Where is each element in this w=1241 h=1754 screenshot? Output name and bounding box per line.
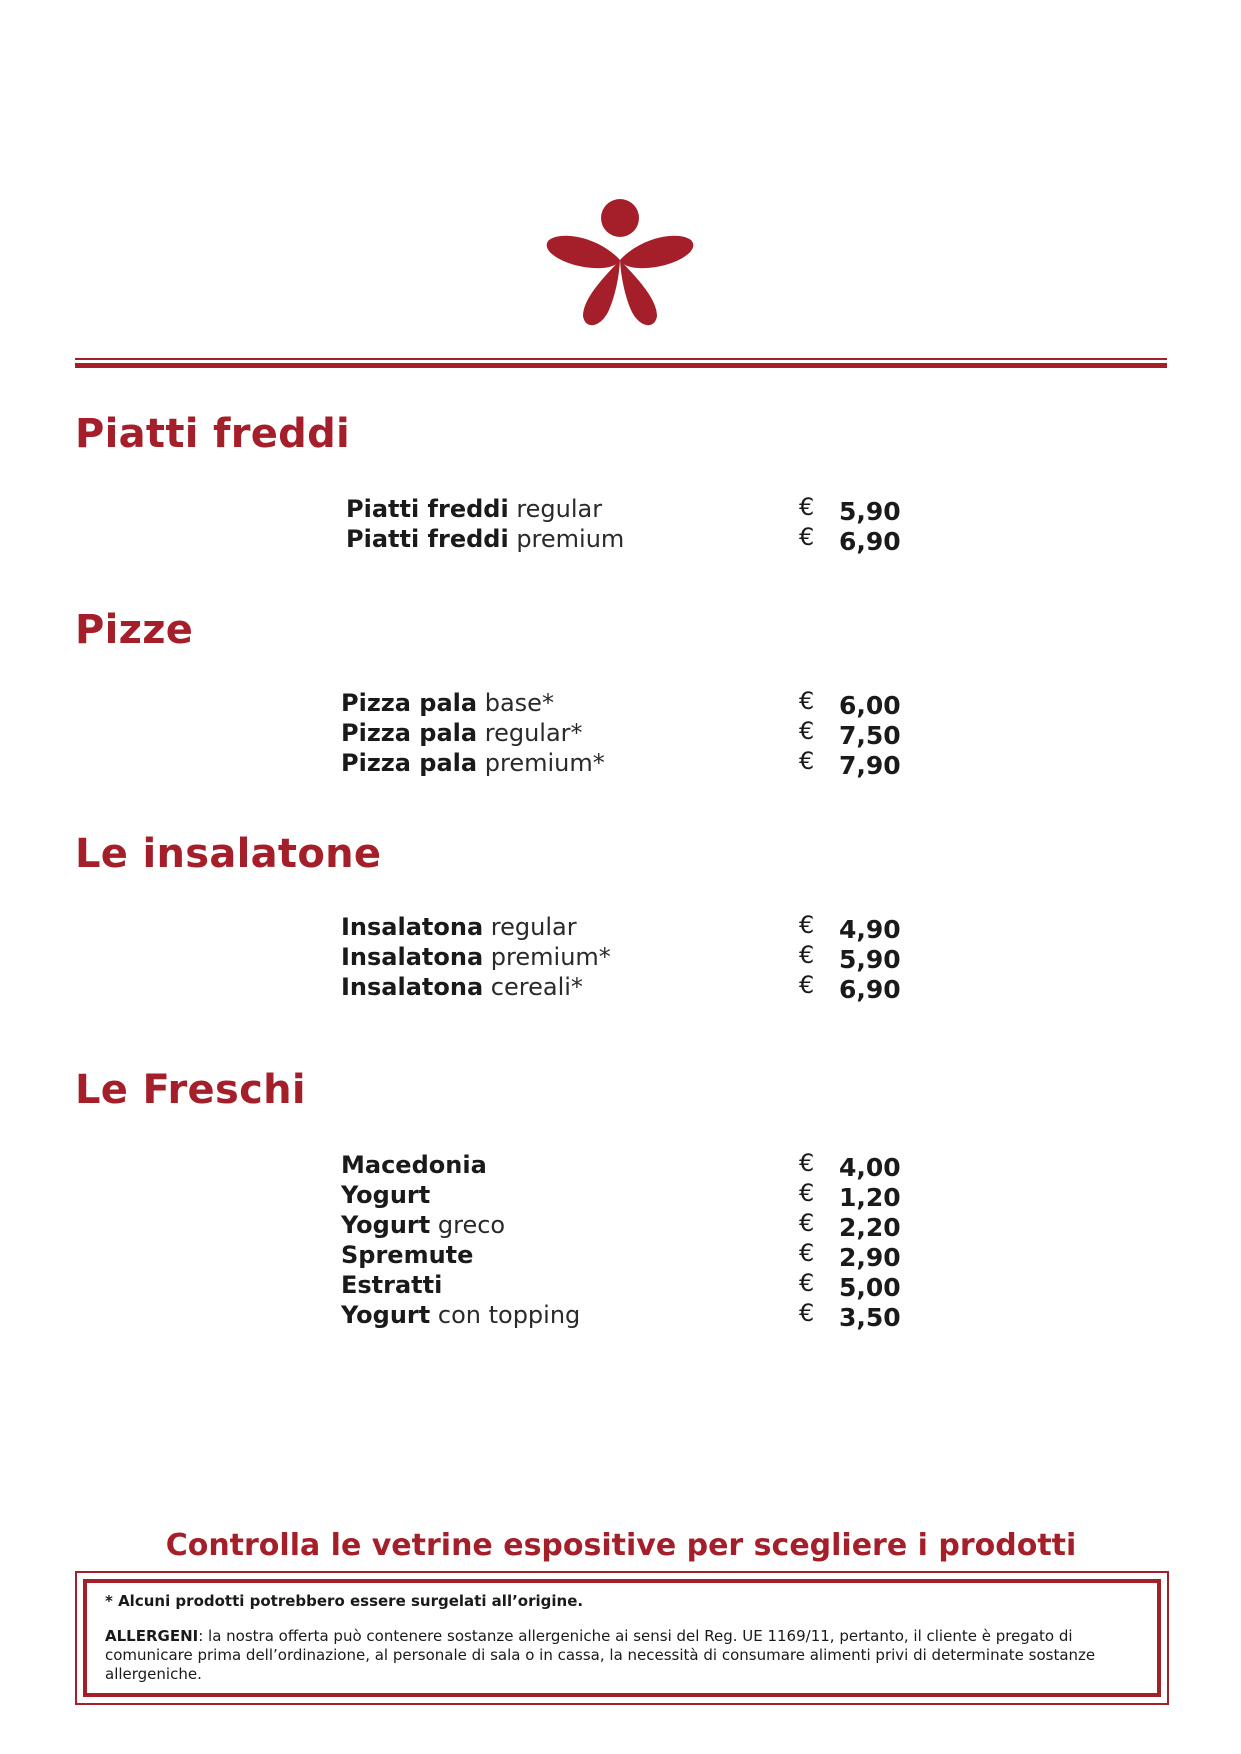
currency-symbol: € (799, 1209, 815, 1237)
header-divider-thick (75, 363, 1167, 368)
allergen-box-inner (83, 1579, 1161, 1697)
menu-item (341, 1270, 901, 1300)
item-price: 7,50 (839, 721, 901, 750)
item-name-bold: Macedonia (341, 1151, 487, 1179)
item-price: 1,20 (839, 1183, 901, 1212)
item-price: 5,00 (839, 1273, 901, 1302)
item-name-variant: con topping (430, 1301, 581, 1329)
currency-symbol: € (799, 1149, 815, 1177)
item-name-bold: Pizza pala (341, 689, 478, 717)
currency-symbol: € (799, 911, 815, 939)
menu-item (341, 912, 901, 942)
item-name-variant: base* (477, 689, 554, 717)
allergen-label: ALLERGENI (105, 1627, 199, 1645)
menu-item (341, 1210, 901, 1240)
header-divider-thin (75, 358, 1167, 360)
item-name-bold: Pizza pala (341, 749, 478, 777)
item-price: 5,90 (839, 945, 901, 974)
item-name-bold: Piatti freddi (346, 495, 509, 523)
allergen-text: : la nostra offerta può contenere sostanze allergeniche ai sensi del Reg. UE 1169/11, pertanto, il cliente è pregato di comunicare prima dell’ordinazione, al personale di sala o in cassa, la necessità di consumare alimenti privi di determinate sostanze allergeniche. (105, 1627, 1096, 1683)
item-price: 4,00 (839, 1153, 901, 1182)
currency-symbol: € (799, 747, 815, 775)
section-title-le-freschi: Le Freschi (75, 1067, 306, 1113)
menu-item (341, 1300, 901, 1330)
item-name-bold: Estratti (341, 1271, 443, 1299)
section-title-pizze: Pizze (75, 607, 194, 653)
item-name-bold: Yogurt (341, 1181, 431, 1209)
currency-symbol: € (799, 493, 815, 521)
flower-person-icon (545, 198, 695, 330)
item-name-bold: Insalatona (341, 913, 484, 941)
item-name-bold: Insalatona (341, 973, 484, 1001)
menu-item (341, 1150, 901, 1180)
item-price: 7,90 (839, 751, 901, 780)
item-name-variant: regular* (477, 719, 583, 747)
item-name-variant: premium (508, 525, 625, 553)
item-price: 6,90 (839, 975, 901, 1004)
menu-item (341, 972, 901, 1002)
item-price: 4,90 (839, 915, 901, 944)
item-name-variant: greco (430, 1211, 506, 1239)
menu-item (346, 494, 906, 524)
item-price: 5,90 (839, 497, 901, 526)
menu-item (341, 718, 901, 748)
item-name-bold: Spremute (341, 1241, 474, 1269)
currency-symbol: € (799, 1239, 815, 1267)
item-name-variant: premium* (483, 943, 611, 971)
currency-symbol: € (799, 523, 815, 551)
menu-item (341, 1180, 901, 1210)
allergen-box (75, 1571, 1169, 1705)
currency-symbol: € (799, 1179, 815, 1207)
item-name-variant: regular (508, 495, 603, 523)
item-name-bold: Pizza pala (341, 719, 478, 747)
item-name-bold: Insalatona (341, 943, 484, 971)
menu-item (341, 688, 901, 718)
frozen-footnote: * Alcuni prodotti potrebbero essere surgelati all’origine. (105, 1592, 584, 1610)
menu-item (341, 1240, 901, 1270)
item-name-variant: premium* (477, 749, 605, 777)
item-price: 6,00 (839, 691, 901, 720)
item-price: 2,20 (839, 1213, 901, 1242)
currency-symbol: € (799, 971, 815, 999)
menu-item (341, 748, 901, 778)
item-name-bold: Yogurt (341, 1301, 431, 1329)
section-title-piatti-freddi: Piatti freddi (75, 411, 351, 457)
item-price: 2,90 (839, 1243, 901, 1272)
item-price: 3,50 (839, 1303, 901, 1332)
item-name-bold: Piatti freddi (346, 525, 509, 553)
menu-item (341, 942, 901, 972)
allergen-notice (105, 1627, 1139, 1684)
currency-symbol: € (799, 717, 815, 745)
currency-symbol: € (799, 941, 815, 969)
menu-item (346, 524, 906, 554)
currency-symbol: € (799, 687, 815, 715)
item-price: 6,90 (839, 527, 901, 556)
section-title-le-insalatone: Le insalatone (75, 831, 382, 877)
item-name-bold: Yogurt (341, 1211, 431, 1239)
currency-symbol: € (799, 1299, 815, 1327)
display-case-notice: Controlla le vetrine espositive per scegliere i prodotti (165, 1528, 1077, 1563)
currency-symbol: € (799, 1269, 815, 1297)
item-name-variant: cereali* (483, 973, 583, 1001)
item-name-variant: regular (483, 913, 577, 941)
